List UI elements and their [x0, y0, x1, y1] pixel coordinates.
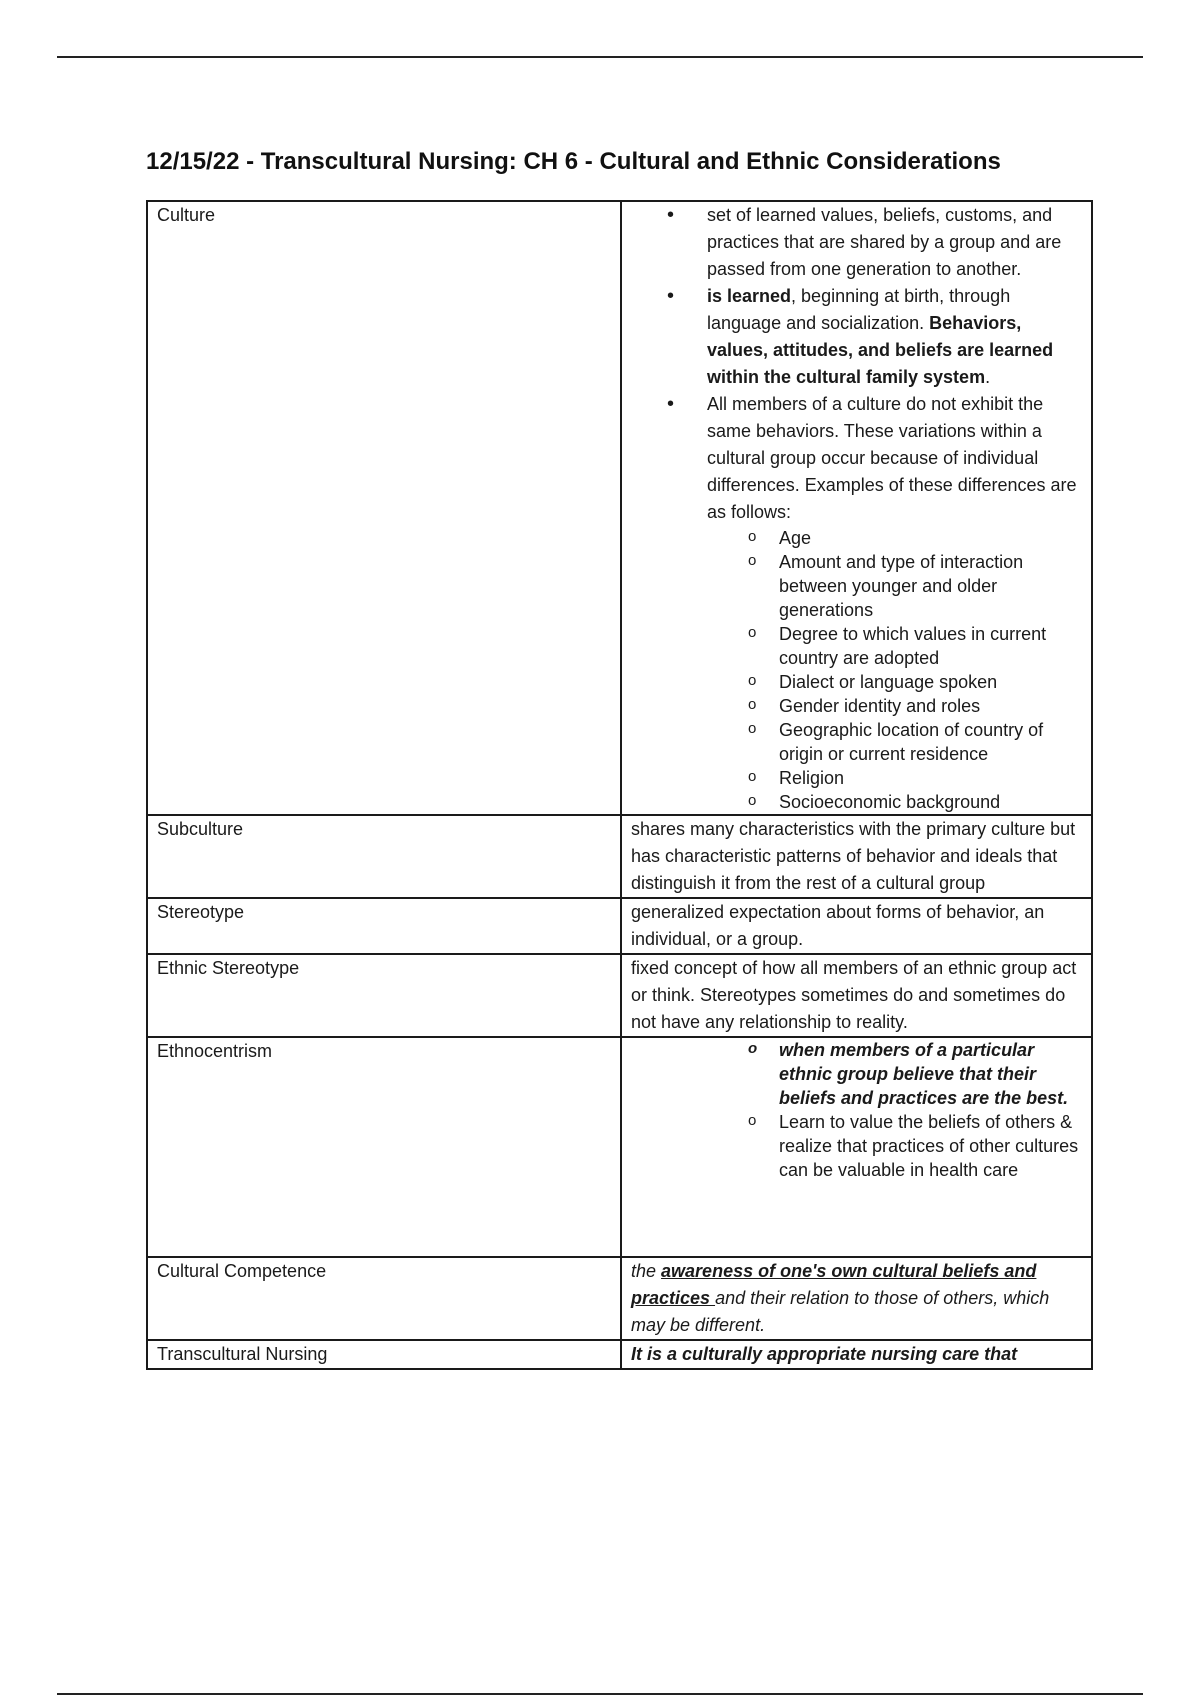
sub-bullet-list — [631, 1038, 1082, 1182]
definition-cell — [621, 201, 1092, 815]
term-cell: Subculture — [147, 815, 621, 898]
definition-cell: the awareness of one's own cultural beliefs and practices and their relation to those of others, which may be different. — [621, 1257, 1092, 1340]
table-row-subculture — [147, 815, 1092, 898]
table-row-cultural-competence — [147, 1257, 1092, 1340]
definition-cell: shares many characteristics with the primary culture but has characteristic patterns of behavior and ideals that distinguish it from the rest of a cultural group — [621, 815, 1092, 898]
sub-bullet-list — [631, 526, 1082, 814]
table-row-culture — [147, 201, 1092, 815]
footer-rule — [57, 1693, 1143, 1695]
definition-cell: It is a culturally appropriate nursing care that — [621, 1340, 1092, 1369]
term-cell: Cultural Competence — [147, 1257, 621, 1340]
sub-bullet-item: o Degree to which values in current country are adopted — [631, 622, 1082, 670]
sub-bullet-item: o Learn to value the beliefs of others & realize that practices of other cultures can be valuable in health care — [631, 1110, 1082, 1182]
table-row-stereotype — [147, 898, 1092, 954]
definition-cell: generalized expectation about forms of behavior, an individual, or a group. — [621, 898, 1092, 954]
sub-bullet-item: o Gender identity and roles — [631, 694, 1082, 718]
notes-table — [146, 200, 1093, 1370]
header-rule — [57, 56, 1143, 58]
table-row-ethnic-stereotype — [147, 954, 1092, 1037]
table-row-ethnocentrism — [147, 1037, 1092, 1257]
sub-bullet-item: o Dialect or language spoken — [631, 670, 1082, 694]
sub-bullet-item: o when members of a particular ethnic group believe that their beliefs and practices are the best. — [631, 1038, 1082, 1110]
sub-bullet-item: o Geographic location of country of origin or current residence — [631, 718, 1082, 766]
term-cell: Culture — [147, 201, 621, 815]
page-title: 12/15/22 - Transcultural Nursing: CH 6 - Cultural and Ethnic Considerations — [146, 148, 1001, 175]
table-row-transcultural-nursing — [147, 1340, 1092, 1369]
sub-bullet-item: o Religion — [631, 766, 1082, 790]
definition-cell: fixed concept of how all members of an ethnic group act or think. Stereotypes sometimes do and sometimes do not have any relationship to reality. — [621, 954, 1092, 1037]
bullet-list — [631, 202, 1082, 526]
term-cell: Ethnocentrism — [147, 1037, 621, 1257]
definition-cell — [621, 1037, 1092, 1257]
sub-bullet-item: o Age — [631, 526, 1082, 550]
bullet-item: • is learned, beginning at birth, through language and socialization. Behaviors, values, attitudes, and beliefs are learned within the cultural family system. — [631, 283, 1082, 391]
term-cell: Ethnic Stereotype — [147, 954, 621, 1037]
bullet-item: • All members of a culture do not exhibit the same behaviors. These variations within a cultural group occur because of individual differences. Examples of these differences are as follows: — [631, 391, 1082, 526]
term-cell: Transcultural Nursing — [147, 1340, 621, 1369]
bullet-item: • set of learned values, beliefs, customs, and practices that are shared by a group and are passed from one generation to another. — [631, 202, 1082, 283]
sub-bullet-item: o Amount and type of interaction between younger and older generations — [631, 550, 1082, 622]
term-cell: Stereotype — [147, 898, 621, 954]
sub-bullet-item: o Socioeconomic background — [631, 790, 1082, 814]
